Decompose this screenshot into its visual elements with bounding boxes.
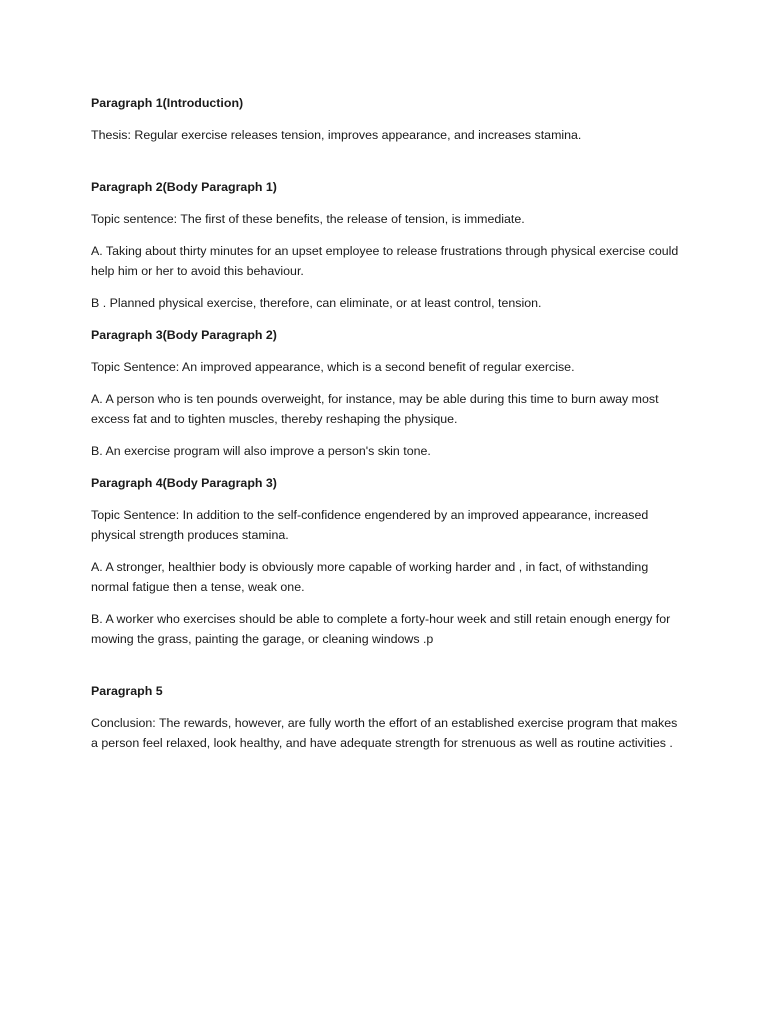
paragraph-1-heading: Paragraph 1(Introduction): [91, 96, 244, 110]
paragraph-3-point-b: B. An exercise program will also improve a person's skin tone.: [91, 444, 431, 458]
paragraph-4-point-a: A. A stronger, healthier body is obviously more capable of working harder and , in fact, of withstanding normal fatigue then a tense, weak one.: [91, 560, 649, 594]
paragraph-4-topic-sentence: Topic Sentence: In addition to the self-confidence engendered by an improved appearance, increased physical strength produces stamina.: [91, 508, 649, 542]
paragraph-2-heading: Paragraph 2(Body Paragraph 1): [91, 180, 277, 194]
conclusion-statement: Conclusion: The rewards, however, are fully worth the effort of an established exercise program that makes a person feel relaxed, look healthy, and have adequate strength for strenuous as well as routine activities .: [91, 716, 678, 750]
thesis-statement: Thesis: Regular exercise releases tension, improves appearance, and increases stamina.: [91, 128, 582, 142]
paragraph-3-heading: Paragraph 3(Body Paragraph 2): [91, 328, 277, 342]
paragraph-4-point-b: B. A worker who exercises should be able to complete a forty-hour week and still retain enough energy for mowing the grass, painting the garage, or cleaning windows .p: [91, 612, 671, 646]
paragraph-2-point-b: B . Planned physical exercise, therefore, can eliminate, or at least control, tension.: [91, 296, 542, 310]
paragraph-3-point-a: A. A person who is ten pounds overweight, for instance, may be able during this time to burn away most excess fat and to tighten muscles, thereby reshaping the physique.: [91, 392, 659, 426]
paragraph-2-topic-sentence: Topic sentence: The first of these benefits, the release of tension, is immediate.: [91, 212, 525, 226]
paragraph-3-topic-sentence: Topic Sentence: An improved appearance, which is a second benefit of regular exercise.: [91, 360, 575, 374]
paragraph-4-heading: Paragraph 4(Body Paragraph 3): [91, 476, 277, 490]
paragraph-5-heading: Paragraph 5: [91, 684, 163, 698]
document-body: [91, 93, 681, 765]
paragraph-2-point-a: A. Taking about thirty minutes for an upset employee to release frustrations through physical exercise could help him or her to avoid this behaviour.: [91, 244, 679, 278]
